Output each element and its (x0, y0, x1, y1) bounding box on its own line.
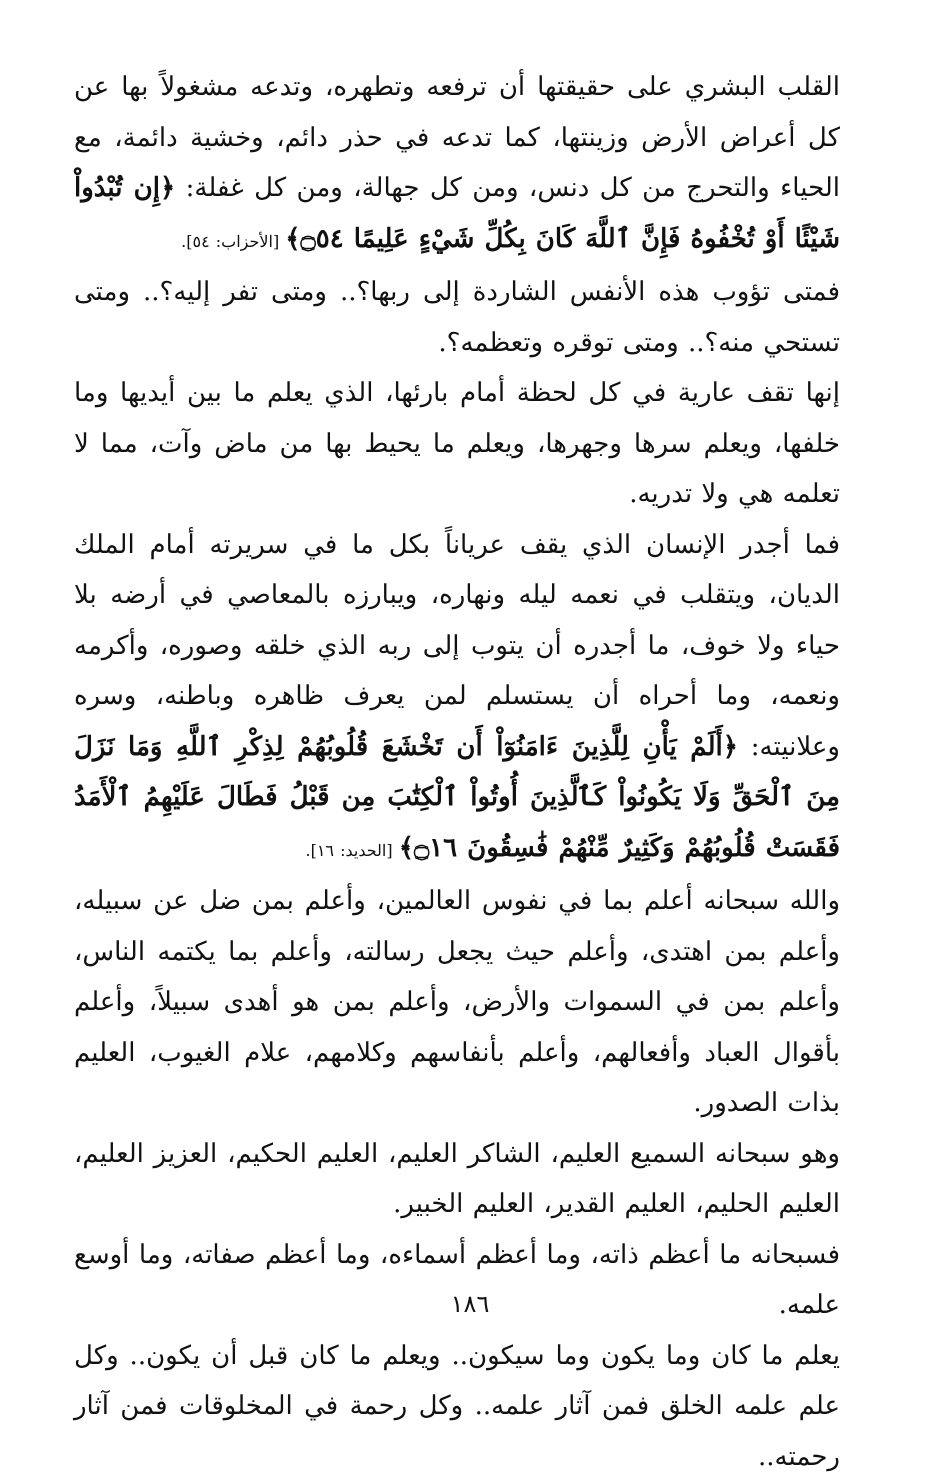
paragraph-3-text: إنها تقف عارية في كل لحظة أمام بارئها، الذي يعلم ما بين أيديها وما خلفها، ويعلم سرها وجهرها، ويعلم ما يحيط بها من ماض وآت، مما لا تعلمه هي ولا تدريه. (74, 378, 840, 509)
page-number: ١٨٦ (0, 1290, 940, 1318)
verse-reference-hadid: [الحديد: ١٦]. (305, 841, 398, 860)
paragraph-6-text: وهو سبحانه السميع العليم، الشاكر العليم، العليم الحكيم، العزيز العليم، العليم الحليم، العليم القدير، العليم الخبير. (74, 1139, 840, 1220)
quran-verse-ahzab-54: ﴿إِن تُبْدُواْ شَيْئًا أَوْ تُخْفُوهُ فَإِنَّ ٱللَّهَ كَانَ بِكُلِّ شَيْءٍ عَلِيمًا ۝٥٤﴾ (74, 173, 840, 254)
paragraph-5-text: والله سبحانه أعلم بما في نفوس العالمين، وأعلم بمن ضل عن سبيله، وأعلم بمن اهتدى، وأعلم حيث يجعل رسالته، وأعلم بما يكتمه الناس، وأعلم بمن في السموات والأرض، وأعلم بمن هو أهدى سبيلاً، وأعلم بأقوال العباد وأفعالهم، وأعلم بأنفاسهم وكلامهم، علام الغيوب، العليم بذات الصدور. (74, 886, 840, 1118)
verse-reference-ahzab: [الأحزاب: ٥٤]. (181, 232, 285, 251)
paragraph-4-text: فما أجدر الإنسان الذي يقف عرياناً بكل ما في سريرته أمام الملك الديان، ويتقلب في نعمه ليله ونهاره، ويبارزه بالمعاصي في أرضه بلا حياء ولا خوف، ما أجدره أن يتوب إلى ربه الذي خلقه وصوره، وأكرمه ونعمه، وما أحراه أن يستسلم لمن يعرف ظاهره وباطنه، وسره وعلانيته: (74, 530, 840, 762)
paragraph-2-text: فمتى تؤوب هذه الأنفس الشاردة إلى ربها؟.. ومتى تفر إليه؟.. ومتى تستحي منه؟.. ومتى توقره وتعظمه؟. (74, 277, 840, 358)
paragraph-8 (74, 1331, 840, 1482)
paragraph-4 (74, 520, 840, 877)
page-body (74, 62, 840, 1482)
paragraph-2 (74, 267, 840, 368)
paragraph-3 (74, 368, 840, 520)
paragraph-5 (74, 876, 840, 1129)
paragraph-1 (74, 62, 840, 267)
paragraph-1-text: القلب البشري على حقيقتها أن ترفعه وتطهره، وتدعه مشغولاً بها عن كل أعراض الأرض وزينتها، كما تدعه في حذر دائم، وخشية دائمة، مع الحياء والتحرج من كل دنس، ومن كل جهالة، ومن كل غفلة: (74, 72, 840, 203)
quran-verse-hadid-16: ﴿أَلَمْ يَأْنِ لِلَّذِينَ ءَامَنُوٓاْ أَن تَخْشَعَ قُلُوبُهُمْ لِذِكْرِ ٱللَّهِ وَمَا نَزَلَ مِنَ ٱلْحَقِّ وَلَا يَكُونُواْ كَٱلَّذِينَ أُوتُواْ ٱلْكِتَٰبَ مِن قَبْلُ فَطَالَ عَلَيْهِمُ ٱلْأَمَدُ فَقَسَتْ قُلُوبُهُمْ وَكَثِيرٌ مِّنْهُمْ فَٰسِقُونَ ۝١٦﴾ (74, 732, 840, 863)
paragraph-6 (74, 1129, 840, 1230)
paragraph-8-text: يعلم ما كان وما يكون وما سيكون.. ويعلم ما كان قبل أن يكون.. وكل علم علمه الخلق فمن آثار علمه.. وكل رحمة في المخلوقات فمن آثار رحمته.. (74, 1341, 840, 1472)
paragraph-7-text: فسبحانه ما أعظم ذاته، وما أعظم أسماءه، وما أعظم صفاته، وما أوسع علمه. (74, 1240, 840, 1321)
